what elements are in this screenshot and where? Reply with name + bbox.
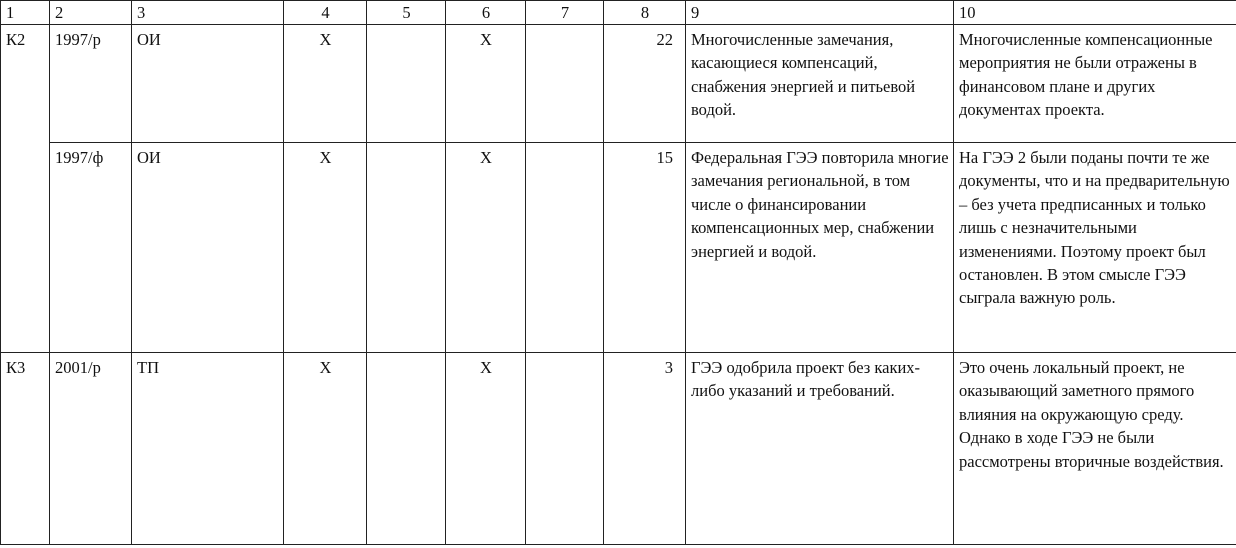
case-id-cell: К3 [1, 353, 50, 545]
mark-col6-cell: Х [446, 353, 526, 545]
table-row [1, 143, 1236, 353]
mark-col4-cell: Х [284, 143, 367, 353]
header-cell-9: 9 [686, 1, 954, 25]
mark-col4-cell: Х [284, 25, 367, 143]
table-row [1, 25, 1236, 143]
year-type-cell: 1997/р [50, 25, 132, 143]
year-type-cell: 1997/ф [50, 143, 132, 353]
mark-col6-cell: Х [446, 143, 526, 353]
remarks-cell: Федеральная ГЭЭ повторила многие замечания региональной, в том числе о финансировании компенсационных мер, снабжении энергией и водой. [686, 143, 954, 353]
count-cell: 3 [604, 353, 686, 545]
remarks-cell: ГЭЭ одобрила проект без каких-либо указаний и требований. [686, 353, 954, 545]
header-cell-1: 1 [1, 1, 50, 25]
header-cell-4: 4 [284, 1, 367, 25]
mark-col4-cell: Х [284, 353, 367, 545]
mark-col5-cell [367, 353, 446, 545]
mark-col6-cell: Х [446, 25, 526, 143]
category-cell: ОИ [132, 143, 284, 353]
year-type-cell: 2001/р [50, 353, 132, 545]
category-cell: ТП [132, 353, 284, 545]
count-cell: 15 [604, 143, 686, 353]
mark-col7-cell [526, 143, 604, 353]
mark-col7-cell [526, 25, 604, 143]
table-row [1, 353, 1236, 545]
comment-cell: На ГЭЭ 2 были поданы почти те же документы, что и на предварительную – без учета предписанных и только лишь с незначительными изменениями. Поэтому проект был остановлен. В этом смысле ГЭЭ сыграла важную роль. [954, 143, 1236, 353]
comment-cell: Это очень локальный проект, не оказывающий заметного прямого влияния на окружающую среду. Однако в ходе ГЭЭ не были рассмотрены вторичные воздействия. [954, 353, 1236, 545]
remarks-cell: Многочисленные замечания, касающиеся компенсаций, снабжения энергией и питьевой водой. [686, 25, 954, 143]
header-cell-10: 10 [954, 1, 1236, 25]
case-id-cell: К2 [1, 25, 50, 353]
mark-col5-cell [367, 25, 446, 143]
comment-cell: Многочисленные компенсационные мероприятия не были отражены в финансовом плане и других документах проекта. [954, 25, 1236, 143]
header-cell-3: 3 [132, 1, 284, 25]
header-cell-6: 6 [446, 1, 526, 25]
category-cell: ОИ [132, 25, 284, 143]
header-cell-8: 8 [604, 1, 686, 25]
header-cell-2: 2 [50, 1, 132, 25]
mark-col5-cell [367, 143, 446, 353]
count-cell: 22 [604, 25, 686, 143]
header-cell-7: 7 [526, 1, 604, 25]
mark-col7-cell [526, 353, 604, 545]
header-row [1, 1, 1236, 25]
header-cell-5: 5 [367, 1, 446, 25]
